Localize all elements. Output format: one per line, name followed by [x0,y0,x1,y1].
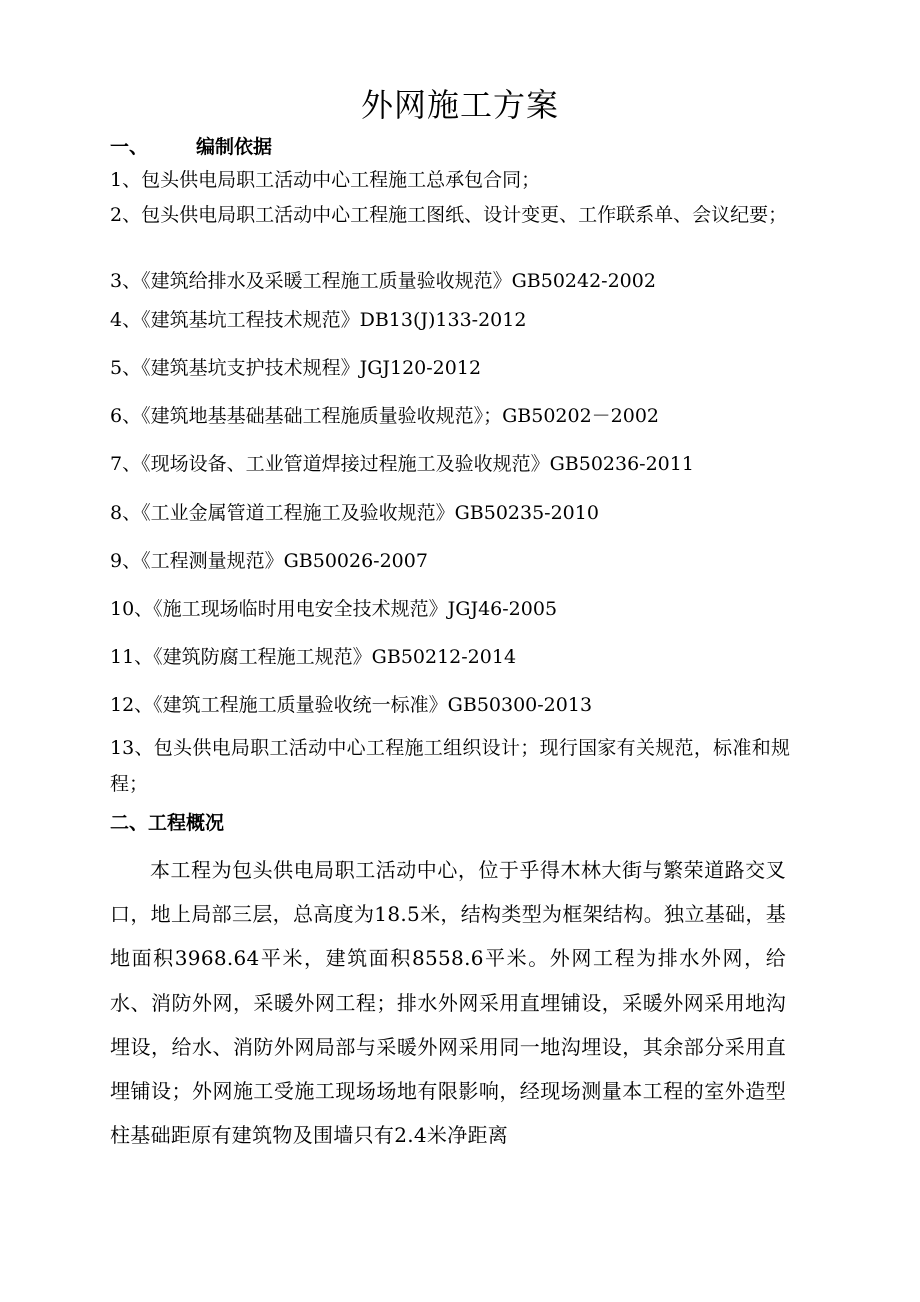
basis-item-7: 7、《现场设备、工业管道焊接过程施工及验收规范》GB50236-2011 [110,453,694,475]
basis-item-4: 4、《建筑基坑工程技术规范》DB13(J)133-2012 [110,309,527,331]
basis-item-3: 3、《建筑给排水及采暖工程施工质量验收规范》GB50242-2002 [110,270,656,292]
section1-heading: 编制依据 [196,136,273,158]
basis-item-9: 9、《工程测量规范》GB50026-2007 [110,550,428,572]
basis-item-13: 13、包头供电局职工活动中心工程施工组织设计；现行国家有关规范，标准和规程； [110,737,790,795]
basis-item-6: 6、《建筑地基基础基础工程施质量验收规范》；GB50202－2002 [110,405,660,427]
basis-item-12: 12、《建筑工程施工质量验收统一标准》GB50300-2013 [110,694,593,716]
project-overview-paragraph: 本工程为包头供电局职工活动中心，位于乎得木林大街与繁荣道路交叉口，地上局部三层，总高度为18.5米，结构类型为框架结构。独立基础，基地面积3968.64平米，建筑面积8558.6平米。外网工程为排水外网，给水、消防外网，采暖外网工程；排水外网采用直埋铺设，采暖外网采用地沟埋设，给水、消防外网局部与采暖外网采用同一地沟埋设，其余部分采用直埋铺设；外网施工受施工现场场地有限影响，经现场测量本工程的室外造型柱基础距原有建筑物及围墙只有2.4米净距离 [110,858,786,1148]
basis-item-5: 5、《建筑基坑支护技术规程》JGJ120-2012 [110,357,482,379]
basis-item-8: 8、《工业金属管道工程施工及验收规范》GB50235-2010 [110,502,599,524]
basis-item-2: 2、包头供电局职工活动中心工程施工图纸、设计变更、工作联系单、会议纪要； [110,204,788,226]
basis-item-11: 11、《建筑防腐工程施工规范》GB50212-2014 [110,646,517,668]
section1-number: 一、 [110,136,149,158]
page-title: 外网施工方案 [360,86,559,124]
basis-item-10: 10、《施工现场临时用电安全技术规范》JGJ46-2005 [110,598,558,620]
basis-item-1: 1、包头供电局职工活动中心工程施工总承包合同； [110,169,541,191]
section2-heading: 二、工程概况 [110,812,225,834]
